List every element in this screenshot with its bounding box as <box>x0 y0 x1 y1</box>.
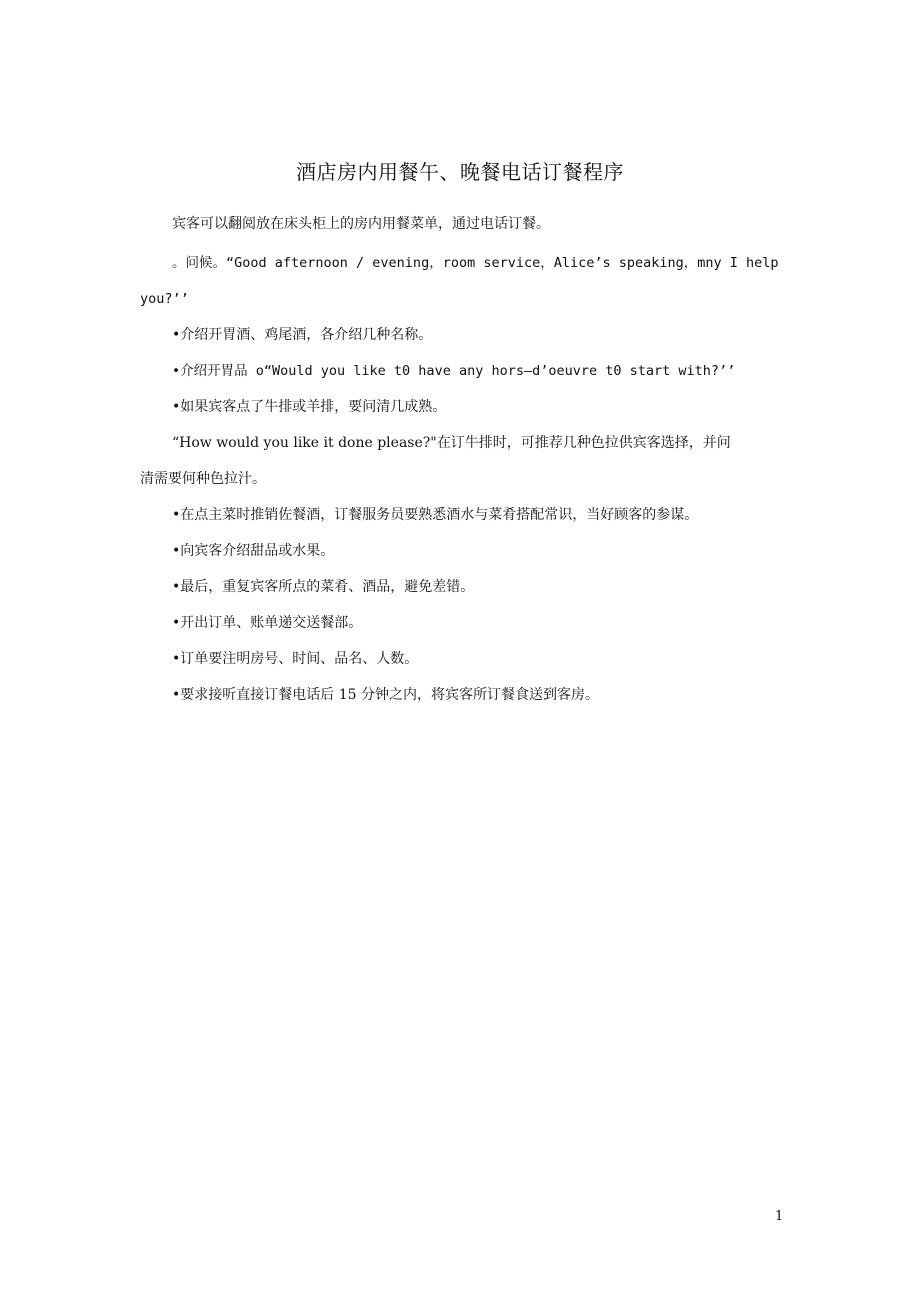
greeting-line-1: 。问候。“Good afternoon / evening，room service，Alice’s speaking，mny I help <box>172 255 779 271</box>
greeting-line-2: you?’’ <box>140 291 189 307</box>
page-number: 1 <box>775 1209 784 1224</box>
bullet-appetizer: •介绍开胃品 o“Would you like t0 have any hors—d’oeuvre t0 start with?’’ <box>172 363 736 379</box>
document-title: 酒店房内用餐午、晚餐电话订餐程序 <box>296 160 624 184</box>
bullet-order-details: •订单要注明房号、时间、品名、人数。 <box>172 651 419 667</box>
steak-line-1: “How would you like it done please?"在订牛排时，可推荐几种色拉供宾客选择，并问 <box>172 435 731 451</box>
intro-paragraph: 宾客可以翻阅放在床头柜上的房内用餐菜单，通过电话订餐。 <box>172 216 550 232</box>
steak-line-2: 清需要何种色拉汁。 <box>140 471 266 487</box>
bullet-aperitif: •介绍开胃酒、鸡尾酒，各介绍几种名称。 <box>172 327 433 343</box>
bullet-issue-order: •开出订单、账单递交送餐部。 <box>172 615 363 631</box>
bullet-steak-doneness: •如果宾客点了牛排或羊排，要问清几成熟。 <box>172 399 447 415</box>
bullet-delivery-time: •要求接听直接订餐电话后 15 分钟之内，将宾客所订餐食送到客房。 <box>172 687 599 703</box>
bullet-dessert: •向宾客介绍甜品或水果。 <box>172 543 335 559</box>
bullet-repeat-order: •最后，重复宾客所点的菜肴、酒品，避免差错。 <box>172 579 475 595</box>
bullet-wine-pairing: •在点主菜时推销佐餐酒，订餐服务员要熟悉酒水与菜肴搭配常识，当好顾客的参谋。 <box>172 507 699 523</box>
